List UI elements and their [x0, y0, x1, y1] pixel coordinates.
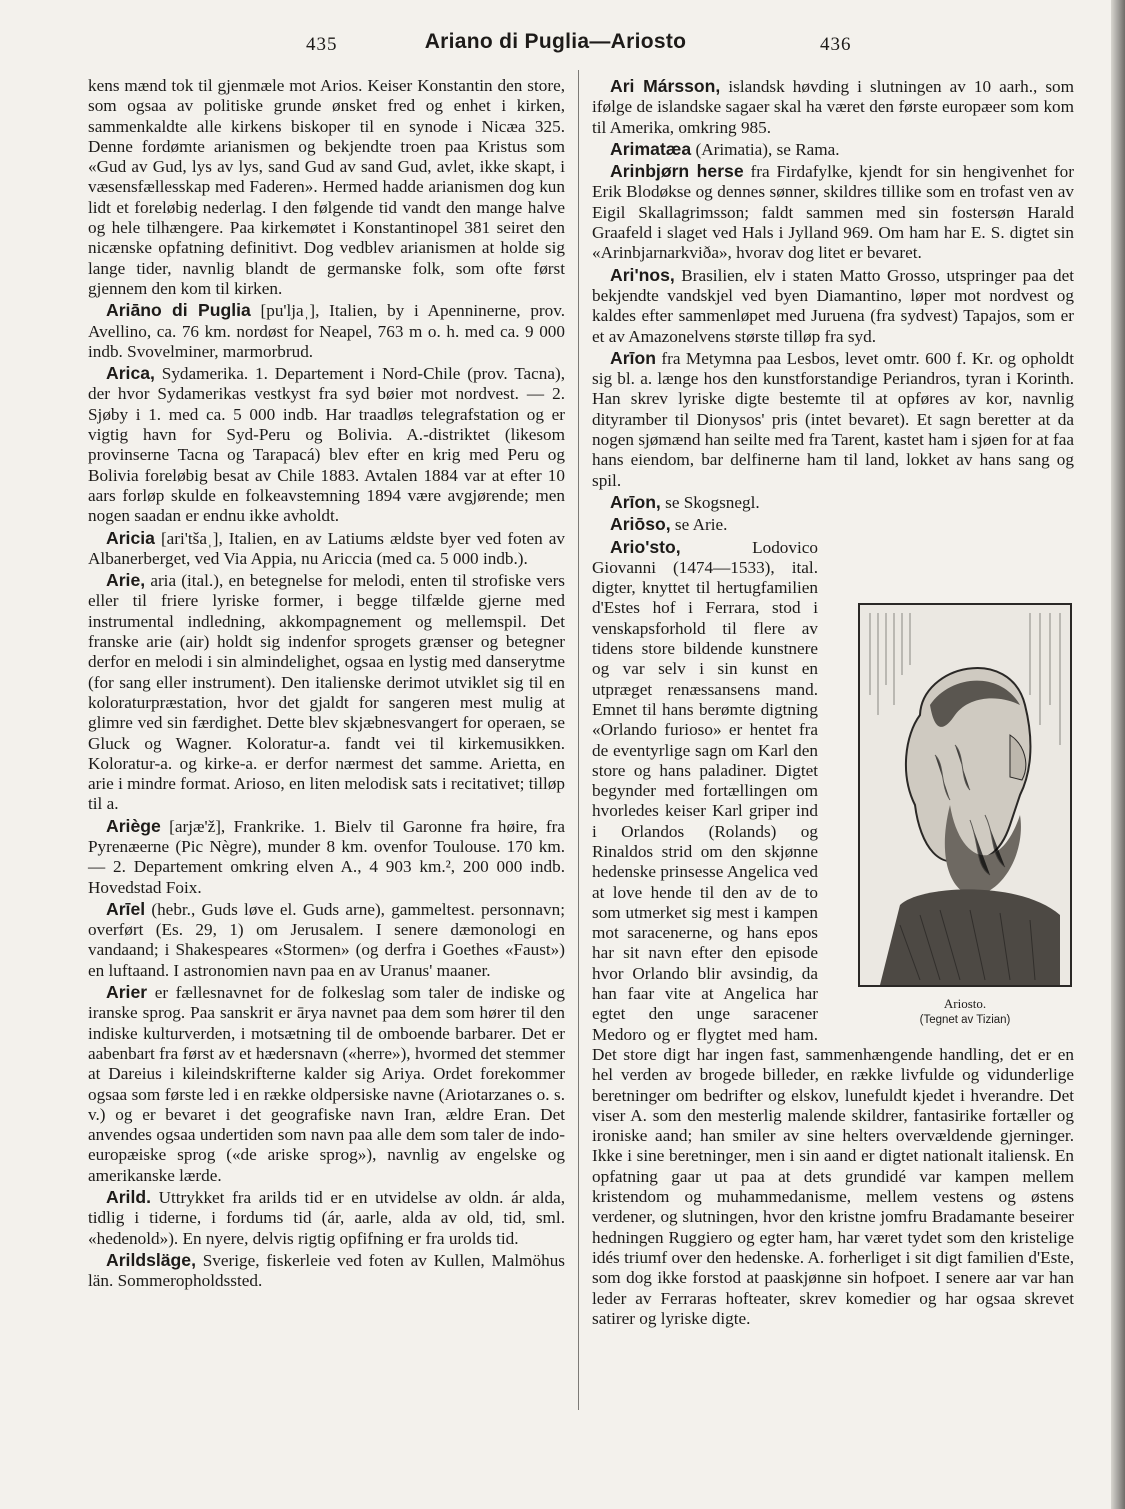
- entry-text: [arjæ'ž], Frankrike. 1. Bielv til Garonne fra høire, fra Pyrenæerne (Pic Nègre), munder 8 km. ovenfor Toulouse. 170 km. — 2. Departement omkring elven A., 4 903 km.², 200 000 indb. Hovedstad Foix.: [88, 816, 565, 897]
- entry-text: Lodovico Giovanni (1474—1533), ital. digter, knyttet til hertugfamilien d'Estes hof i Ferrara, stod i venskapsforhold til flere av tidens store bildende kunstnere og var selv i sin kunst en utpræget renæssansens mand. Emnet til hans berømte digtning «Orlando furioso» er hentet fra de eventyrlige sagn om Karl den store og hans paladiner. Digtet begynder med fortællingen om hvorledes keiser Karl griper ind i Orlandos (Rolands) og Rinaldos strid om den skjønne hedenske prinsesse Angelica ved at love hende til den av de to som utmerket sig mest i kampen mot saracenerne, og hans epos har sit navn efter den episode hvor Orlando blir avsindig, da han faar vite at Angelica har egtet den unge saracener Medoro og er flygtet med ham. Det store digt har ingen fast, sammenhængende handling, det er en hel verden av brogede billeder, en række livfulde og vidunderlige beretninger om bedrifter og elskov, lunefuldt kjedet i hverandre. Det viser A. som den mesterlig malende skildrer, fantasirike fortæller og ironiske aand; han smiler av sine helters overvældende gjerninger. Ikke i sine beretninger, men i sin aand er digtet nationalt italiensk. En opfatning gaar ut paa at dets grundidé var kampen mellem kristendom og muhammedanisme, mellem vestens og østens verdener, og slutningen, hvor den kristne jomfru Bradamante beseirer hedningen Ruggiero og egter ham, har været tydet som den kristelige idés triumf over den hedenske. A. forherliget i sit digt familien d'Este, som dog ikke forstod at paaskjønne sin hofpoet. I senere aar var han leder av Ferraras hofteater, skrev komedier og har ogsaa skrevet satirer og lyriske digte.: [592, 537, 1074, 1328]
- entry-text: [ari'tšaˌ], Italien, en av Latiums ældste byer ved foten av Albanerberget, ved Via Appia, nu Ariccia (med ca. 5 000 indb.).: [88, 528, 565, 568]
- portrait-engraving: [860, 605, 1070, 985]
- ariosto-figure: [828, 603, 1074, 1033]
- headword: Arild.: [106, 1187, 151, 1208]
- entry-text: islandsk høvding i slutningen av 10 aarh., som ifølge de islandske sagaer skal ha været den første europæer som kom til Amerika, omkring 985.: [592, 77, 1074, 137]
- right-column: [592, 76, 1074, 1329]
- entry-arica: [88, 363, 565, 526]
- entry-arie: [88, 570, 565, 815]
- headword: Arie,: [106, 570, 146, 591]
- entry-aricia: [88, 528, 565, 570]
- entry-text: (hebr., Guds løve el. Guds arne), gammeltest. personnavn; overført (Es. 29, 1) om Jerusalem. I senere dæmonologi en vandaand; i Shakespeares «Stormen» (og derfra i Goethes «Faust») en luftaand. I astronomien navn paa en av Uranus' maaner.: [88, 899, 565, 980]
- entry-text: Brasilien, elv i staten Matto Grosso, utspringer paa det bekjendte vandskjel ved byen Diamantino, løper mot nordvest og kaldes efter sammenløpet med Juruena (fra sydvest) Tapajos, som er et av Amazonelvens største tilløp fra syd.: [592, 265, 1074, 346]
- entry-text: [pu'ljaˌ], Italien, by i Apenninerne, prov. Avellino, ca. 76 km. nordøst for Neapel, 763 m o. h. med ca. 9 000 indb. Svovelminer, marmorbrud.: [88, 301, 566, 361]
- entry-arioso: [592, 514, 1074, 535]
- entry-arinbjorn: [592, 161, 1074, 263]
- headword: Ari'nos,: [610, 264, 675, 285]
- running-title: Ariano di Puglia—Ariosto: [424, 30, 687, 53]
- entry-text: fra Metymna paa Lesbos, levet omtr. 600 f. Kr. og opholdt sig bl. a. længe hos den kunstforstandige Periandros, tyran i Korinth. Han skrev lyriske digte bestemte til at opføres av kor, navnlig dityramber til Dionysos' pris (intet bevaret). Et sagn beretter at da nogen sjømænd han seilte med fra Tarent, kastet ham i sjøen for at faa hans eiendom, bar delfinerne ham til land, lokket av hans sang og spil.: [592, 348, 1074, 490]
- entry-arildslage: [88, 1250, 565, 1292]
- headword: Ari Mársson,: [610, 76, 721, 96]
- entry-text: Sydamerika. 1. Departement i Nord-Chile (prov. Tacna), der hvor Sydamerikas vestkyst fra syd bøier mot nordvest. — 2. Sjøby i 1. med ca. 5 000 indb. Har traadløs telegrafstation og er vigtig havn for Syd-Peru og Bolivia. A.-distriktet (likesom provinserne Tacna og Tarapacá) blev efter en krig med Peru og Bolivia foreløbig besat av Chile 1883. Avtalen 1884 var at efter 10 aars forløp skulde en folkeavstemning 1894 være avgjørende; men nogen saadan er endnu ikke avholdt.: [88, 364, 565, 526]
- entry-arier: [88, 982, 565, 1186]
- headword: Arīon,: [610, 491, 661, 512]
- headword: Aricia: [106, 527, 155, 548]
- entry-text: Sverige, fiskerleie ved foten av Kullen, Malmöhus län. Sommeropholdssted.: [88, 1250, 565, 1291]
- headword: Ario'sto,: [610, 536, 681, 557]
- ariosto-portrait-image: [858, 603, 1072, 987]
- continued-paragraph: kens mænd tok til gjenmæle mot Arios. Keiser Konstantin den store, som ogsaa av politiske grunde ønsket fred og enhet i kirken, sammenkaldte alle kirkens biskoper til en synode i Nicæa 325. Denne fordømte arianismen og bekjendte troen paa Kristus som «Gud av Gud, lys av lys, sand Gud av sand Gud, avlet, ikke skapt, i væsensfællesskap med Faderen». Hermed hadde arianismen dog kun lidt et foreløbig nederlag. I den følgende tid vandt den mange halve og hele tilhængere. Paa kirkemøtet i Konstantinopel 381 seiret den nicænske opfatning definitivt. Dog vedblev arianismen at holde sig lange tider, navnlig blandt de germanske folk, som ofte først gjennem den kom til kirken.: [88, 76, 565, 298]
- entry-text: fra Firdafylke, kjendt for sin hengivenhet for Erik Blodøkse og dennes sønner, skildres tillike som en trofast ven av Eigil Skallagrimsson; faldt sammen med sin fostersøn Harald Graafeld i slaget ved Hals i Jylland 969. Om ham har E. S. digtet sin «Arinbjarnarkviða», hvorav dog litet er bevaret.: [592, 162, 1074, 263]
- column-divider: [578, 70, 579, 1410]
- headword: Arildsläge,: [106, 1249, 196, 1270]
- entry-text: (Arimatia), se Rama.: [691, 139, 840, 159]
- left-column: [88, 76, 565, 1292]
- entry-text: se Arie.: [670, 515, 728, 535]
- entry-ariano: [88, 300, 565, 362]
- page-header: [0, 30, 1111, 60]
- figure-credit: (Tegnet av Tizian): [919, 1013, 1011, 1026]
- entry-arion-snail: [592, 492, 1074, 513]
- headword: Arinbjørn herse: [610, 161, 744, 182]
- figure-caption-block: [858, 995, 1072, 1029]
- headword: Ariège: [106, 815, 161, 836]
- entry-ariosto: [592, 537, 1074, 1330]
- entry-text: aria (ital.), en betegnelse for melodi, enten til strofiske vers eller til friere lyriske former, i begge tilfælde gjerne med instrumental indledning, akkompagnement og mellemspil. Det franske arie (air) holdt sig indenfor sprogets grænser og betegner derfor en melodi i sin almindelighet, ogsaa en lystig med danserytme (for sang eller instrument). Den italienske derimot utviklet sig til en koloraturpræstation, hvor det gjaldt for sangeren mest mulig at glimre ved sin færdighet. Dette blev skjæbnesvangert for operaen, se Gluck og Wagner. Koloratur-a. fandt vei til kirkemusikken. Koloratur-a. og kirke-a. er derfor nærmest det samme. Arietta, en arie i mindre format. Arioso, en liten melodisk sats i recitativet; tilløp til a.: [88, 571, 565, 814]
- headword: Arīel: [106, 898, 146, 919]
- headword: Ariāno di Puglia: [106, 300, 251, 321]
- entry-ariel: [88, 899, 565, 981]
- headword: Arīon: [610, 347, 656, 368]
- entry-arion: [592, 348, 1074, 491]
- headword: Arimatæa: [610, 138, 692, 159]
- entry-text: se Skogsnegl.: [660, 492, 760, 512]
- entry-ariege: [88, 816, 565, 898]
- entry-arimataea: [592, 139, 1074, 160]
- page-number-left: 435: [306, 34, 338, 55]
- headword: Arier: [106, 982, 148, 1003]
- headword: Ariōso,: [610, 514, 671, 535]
- entry-arild: [88, 1187, 565, 1249]
- figure-caption: Ariosto.: [943, 995, 987, 1011]
- entry-text: Uttrykket fra arilds tid er en utvidelse av oldn. ár alda, tidlig i tiderne, i fordums tid (ár, aarle, alda av old, tid, sml. «hedenold»). En nyere, delvis rigtig opfifning er fra urolds tid.: [88, 1188, 565, 1248]
- headword: Arica,: [106, 363, 155, 384]
- entry-arinos: [592, 265, 1074, 347]
- page-edge: [1111, 0, 1125, 1509]
- page-number-right: 436: [820, 34, 852, 55]
- entry-ari-marsson: [592, 76, 1074, 138]
- entry-text: er fællesnavnet for de folkeslag som taler de indiske og iranske sprog. Paa sanskrit er ārya navnet paa dem som hører til den indiske kulturverden, i motsætning til de omboende barbarer. Det er aabenbart fra først av et hædersnavn («herre»), hvormed det stemmer at Dareius i kileindskrifterne kalder sig Ariya. Ordet forekommer ogsaa som første led i en række oldpersiske navne (Ariotarzanes o. s. v.) og er bevaret i det geografiske navn Iran, ældre Eran. Det anvendes ogsaa undertiden som navn paa alle dem som taler de indo-europæiske sprog («de ariske sprog»), navnlig av engelske og amerikanske lærde.: [88, 983, 565, 1185]
